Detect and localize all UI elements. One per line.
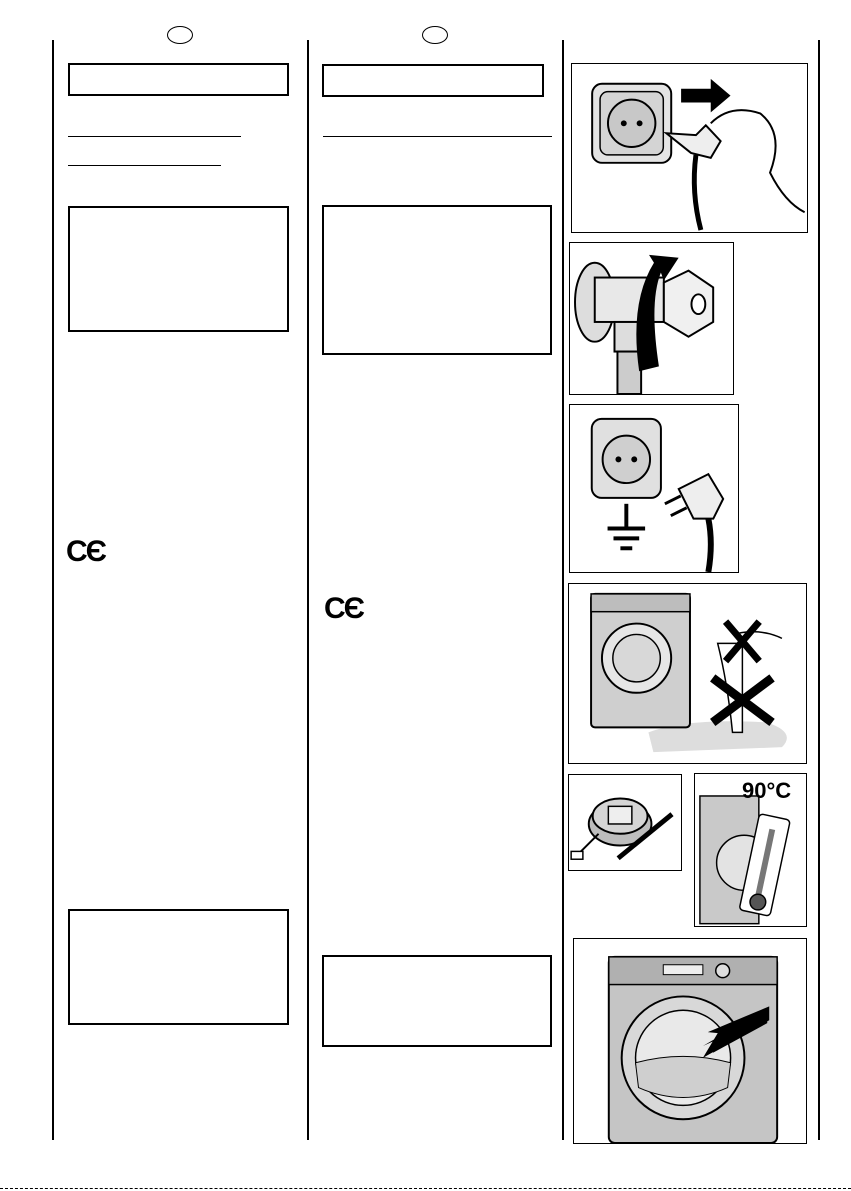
left-underline-1 bbox=[68, 136, 241, 137]
column-divider-left bbox=[52, 40, 54, 1140]
no-extension-reel-illustration bbox=[568, 774, 682, 871]
language-badge-left bbox=[167, 26, 193, 44]
column-divider-middle bbox=[307, 40, 309, 1140]
no-wet-hands-illustration bbox=[568, 583, 807, 764]
ce-mark-icon: CЄ bbox=[66, 535, 106, 568]
machine-door-illustration bbox=[573, 938, 807, 1144]
left-notice-box-top bbox=[68, 206, 289, 332]
middle-underline bbox=[323, 136, 552, 137]
bottom-dashed-rule bbox=[0, 1188, 851, 1189]
column-divider-right bbox=[562, 40, 564, 1140]
language-badge-right bbox=[422, 26, 448, 44]
left-notice-box-bottom bbox=[68, 909, 289, 1025]
middle-notice-box-top bbox=[322, 205, 552, 355]
column-divider-far-right bbox=[818, 40, 820, 1140]
temperature-illustration bbox=[694, 773, 807, 927]
ce-mark-icon: CЄ bbox=[324, 592, 364, 625]
middle-notice-box-bottom bbox=[322, 955, 552, 1047]
left-title-box bbox=[68, 63, 289, 96]
temperature-label: 90°C bbox=[742, 778, 792, 803]
water-tap-illustration bbox=[569, 242, 734, 395]
earthed-socket-illustration bbox=[569, 404, 739, 573]
left-underline-2 bbox=[68, 165, 221, 166]
middle-title-box bbox=[322, 64, 544, 97]
unplug-illustration bbox=[571, 63, 808, 233]
